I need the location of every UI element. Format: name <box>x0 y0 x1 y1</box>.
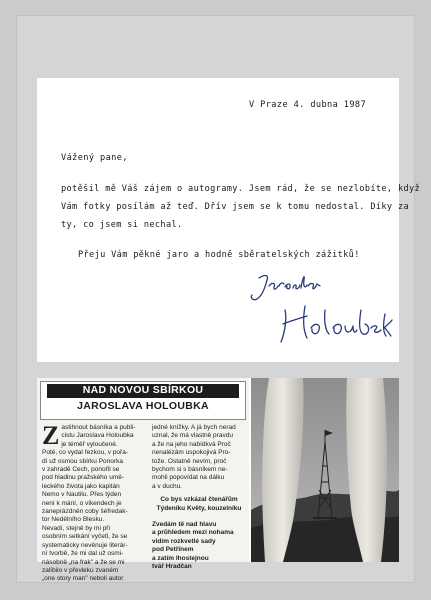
article-line: „one story man" neboli autor <box>42 575 124 583</box>
poem-line: pod Petřínem <box>152 546 194 554</box>
letter-body-line: Vám fotky posílám až teď. Dřív jsem se k tomu nedostal. Díky za <box>61 202 410 212</box>
letter-body-line: ty, co jsem si nechal. <box>61 220 183 230</box>
article-line: astihnout básníka a publi- <box>61 424 136 431</box>
poem-line: a zatím lhostejnou <box>152 554 209 562</box>
letter-body-line: potěšil mě Váš zájem o autogramy. Jsem rád, že se nezlobíte, když <box>61 184 421 194</box>
article-line: zaneprázdněn coby šéfredak- <box>42 508 128 516</box>
article-line: bychom si s básníkem ne- <box>152 466 228 474</box>
poem-line: Zvedám tě nad hlavu <box>152 521 217 529</box>
article-column-1 <box>42 421 148 584</box>
article-line: osobním setkání vyčetl, že se <box>42 533 128 541</box>
letter-closing-wish: Přeju Vám pěkné jaro a hodně sběratelských zážitků! <box>78 250 360 260</box>
article-line: v zahradě Čech, ponořil se <box>42 466 120 474</box>
article-line: dí už osmou sbírku Ponorka <box>42 457 123 465</box>
article-line: násobně „na frak" a že se mi <box>42 558 125 566</box>
drop-cap: Z <box>42 421 60 450</box>
article-line: Nevadí, stejně by mi při <box>42 524 110 532</box>
letter-place-date: V Praze 4. dubna 1987 <box>249 100 367 110</box>
album-page <box>17 16 421 583</box>
headline-line-2: JAROSLAVA HOLOUBKA <box>77 399 209 412</box>
article-line: zalíbilo v převleku zvaném <box>42 566 119 574</box>
letter-salutation: Vážený pane, <box>61 153 128 163</box>
article-line: nenalézám uspokojivá Pro- <box>152 449 231 457</box>
article-line: uznal, že má vlastně pravdu <box>152 432 233 440</box>
letter-body <box>61 180 421 234</box>
handwritten-signature <box>245 266 393 356</box>
clipping-text-area <box>37 378 249 583</box>
poem-line: tvář Hradčan <box>152 563 192 571</box>
clipping-photo <box>251 378 399 562</box>
poem-line: vidím rozkvetlé sady <box>152 537 216 545</box>
article-question: Co bys vzkázal čtenářům <box>160 496 238 504</box>
article-line: a v duchu. <box>152 482 182 490</box>
article-line: je téměř vyloučené. <box>61 440 118 448</box>
article-line: leckého života jako kapitán <box>42 482 120 490</box>
article-line: mohli popovídat na dálku <box>152 474 225 482</box>
clipping-headline <box>40 381 246 420</box>
article-line: tor Nedělního Blesku. <box>42 516 105 524</box>
headline-line-1: NAD NOVOU SBÍRKOU <box>47 384 239 398</box>
article-line: Poté, co vydal řezkou, v pořa- <box>42 449 128 457</box>
article-line: jedné knížky. A já bych nerad <box>152 424 236 431</box>
poem-line: a průhledem mezi nohama <box>152 529 234 537</box>
article-line: a že na jeho nabídkvá Proč <box>152 440 231 448</box>
article-line: ní tvorbě, že mi dal už osmi- <box>42 550 124 558</box>
article-question: Týdeníku Květy, kouzelníku <box>156 504 242 512</box>
article-line: systematicky nevěnuje literár- <box>42 541 128 549</box>
article-column-2 <box>152 424 246 572</box>
typed-letter <box>37 78 421 362</box>
article-line: Nemo v Nautilu. Přes týden <box>42 491 122 499</box>
article-line: pod hladinu pražského umě- <box>42 474 125 482</box>
article-line: tože. Ostatně nevím, proč <box>152 457 227 465</box>
article-line: cistu Jaroslava Holoubka <box>61 432 134 440</box>
article-line: není k mání, o víkendech je <box>42 499 122 507</box>
newspaper-clipping <box>37 378 399 583</box>
